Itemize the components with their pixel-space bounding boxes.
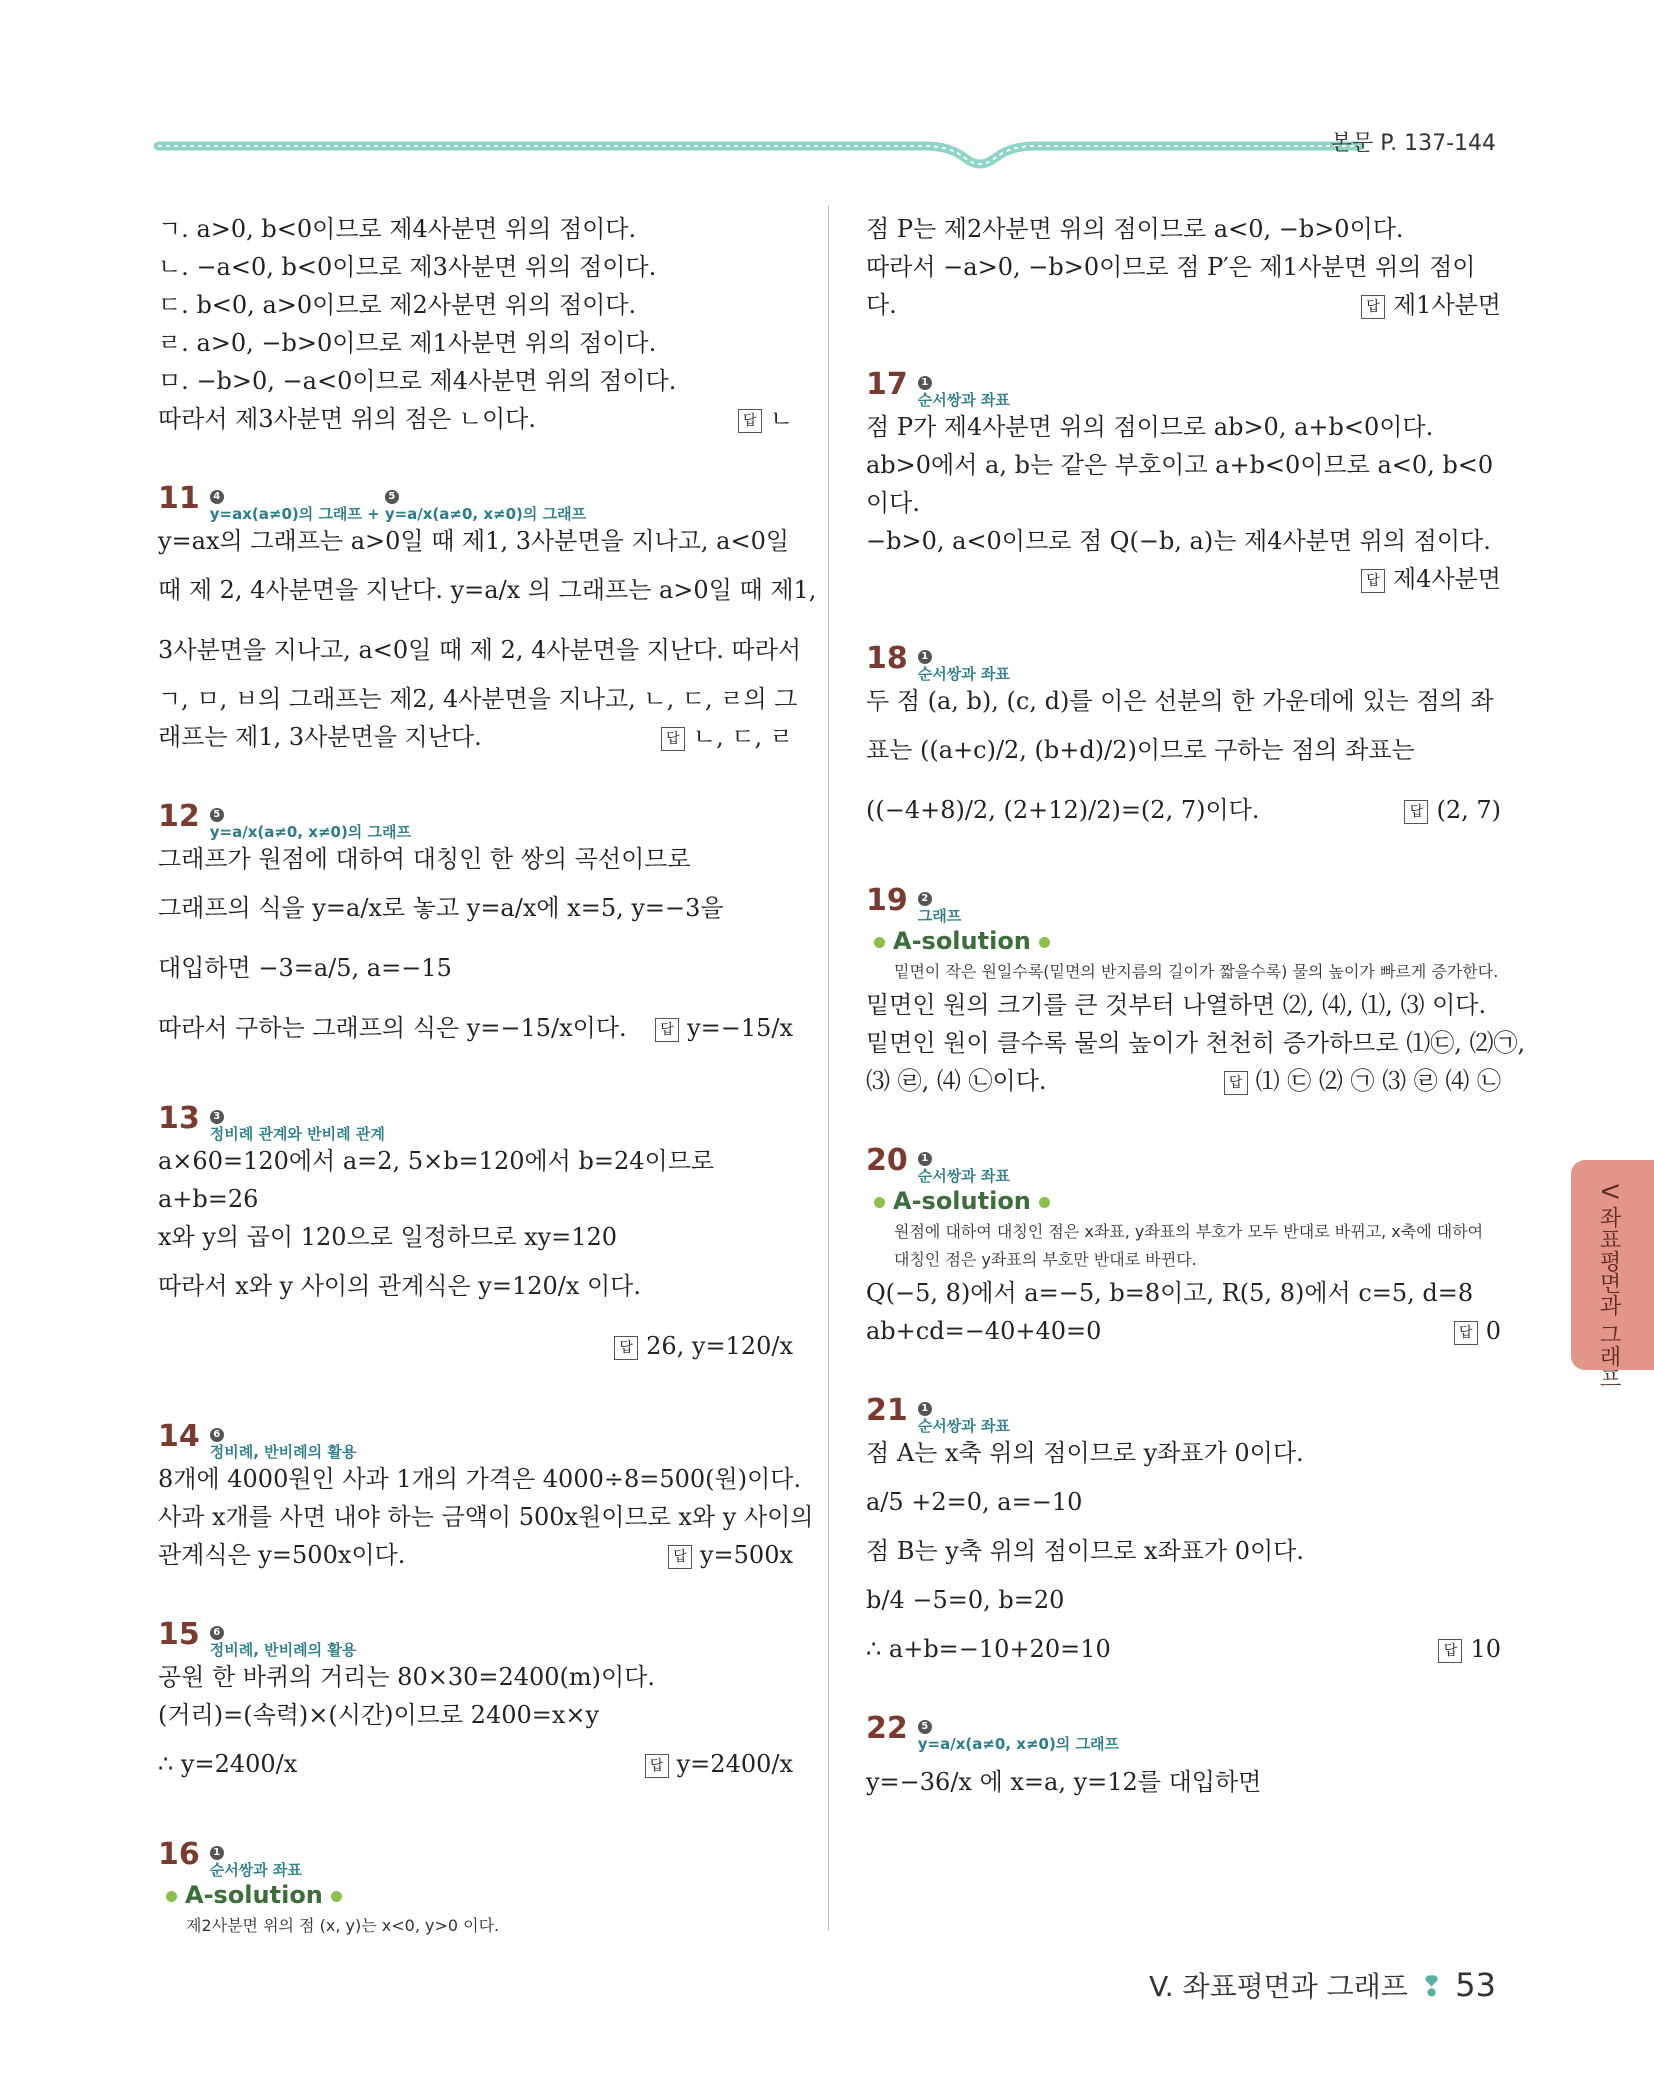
text-line [866, 1062, 1501, 1100]
text-line: 점 P는 제2사분면 위의 점이므로 a<0, −b>0이다. [866, 215, 1404, 243]
line-text: ∴ y=2400/x [158, 1750, 298, 1778]
bullet-dot-icon [331, 1891, 342, 1902]
text-line: −b>0, a<0이므로 점 Q(−b, a)는 제4사분면 위의 점이다. [866, 527, 1491, 555]
answer-value: ㄴ [769, 405, 793, 433]
topic-circle: 5 [918, 1720, 932, 1734]
text-line: 따라서 −a>0, −b>0이므로 점 P′은 제1사분면 위의 점이 [866, 253, 1476, 281]
answer-value: 10 [1470, 1635, 1501, 1663]
text-line: ㄹ. a>0, −b>0이므로 제1사분면 위의 점이다. [158, 329, 657, 357]
topic-tag [210, 490, 380, 522]
problem-header [866, 636, 1501, 682]
answer-value: (2, 7) [1436, 796, 1501, 824]
text-line: 8개에 4000원인 사과 1개의 가격은 4000÷8=500(원)이다. [158, 1465, 802, 1493]
answer [1438, 1630, 1501, 1668]
topic-tag [918, 1152, 1010, 1184]
topic-tag [210, 1626, 357, 1658]
answer-value: 0 [1485, 1317, 1501, 1345]
topic-label: y=a/x(a≠0, x≠0)의 그래프 [209, 823, 411, 841]
topic-label: 그래프 [917, 907, 962, 925]
problem-19 [866, 878, 1526, 1100]
problem-13 [158, 1096, 793, 1376]
answer-mark: 답 [1454, 1321, 1478, 1345]
problem-header [158, 1414, 793, 1460]
line-text: 따라서 제3사분면 위의 점은 ㄴ이다. [158, 405, 536, 433]
header-wave-line [150, 128, 1370, 178]
answer-mark: 답 [1224, 1071, 1248, 1095]
column-divider [828, 205, 829, 1930]
answer-mark: 답 [1361, 569, 1385, 593]
text-line [158, 998, 793, 1058]
page-reference: 본문 P. 137-144 [1330, 131, 1496, 156]
answer [668, 1536, 793, 1574]
topic-circle: 6 [210, 1428, 224, 1442]
answer [1404, 780, 1501, 840]
text-line: 그래프의 식을 y=a/x로 놓고 y=a/x에 x=5, y=−3을 [158, 894, 724, 922]
text-line: 밑면인 원의 크기를 큰 것부터 나열하면 ⑵, ⑷, ⑴, ⑶ 이다. [866, 991, 1487, 1019]
text-line: 점 A는 x축 위의 점이므로 y좌표가 0이다. [866, 1439, 1304, 1467]
topic-circle: 1 [210, 1846, 224, 1860]
chapter-side-tab [1571, 1160, 1654, 1390]
topic-circle: 5 [210, 808, 224, 822]
text-line [866, 560, 1501, 598]
text-line: a×60=120에서 a=2, 5×b=120에서 b=24이므로 [158, 1147, 715, 1175]
text-line: x와 y의 곱이 120으로 일정하므로 xy=120 [158, 1223, 618, 1251]
solution-note: 원점에 대하여 대칭인 점은 x좌표, y좌표의 부호가 모두 반대로 바뀌고, x축에 대하여 대칭인 점은 y좌표의 부호만 반대로 바뀐다. [894, 1222, 1484, 1269]
topic-label: y=a/x(a≠0, x≠0)의 그래프 [384, 505, 587, 523]
line-text: 다. [866, 291, 897, 319]
a-solution-text: A-solution [893, 1187, 1031, 1215]
text-line: (거리)=(속력)×(시간)이므로 2400=x×y [158, 1701, 600, 1729]
text-line [158, 400, 793, 438]
answer-mark: 답 [668, 1545, 692, 1569]
answer-mark: 답 [1404, 800, 1428, 824]
answer [655, 998, 793, 1058]
text-line: 따라서 x와 y 사이의 관계식은 y=120/x 이다. [158, 1272, 641, 1300]
topic-tag [918, 650, 1010, 682]
text-line: y=ax의 그래프는 a>0일 때 제1, 3사분면을 지나고, a<0일 [158, 527, 790, 555]
text-line [158, 1734, 793, 1794]
footer-chapter: V. 좌표평면과 그래프 [1149, 1970, 1408, 2003]
problem-21 [866, 1388, 1501, 1668]
problem-number: 14 [158, 1419, 200, 1454]
problem-header [866, 1388, 1501, 1434]
topic-circle: 2 [918, 892, 932, 906]
text-line: 대입하면 −3=a/5, a=−15 [158, 954, 452, 982]
line-text: ∴ a+b=−10+20=10 [866, 1635, 1111, 1663]
topic-circle: 1 [918, 1152, 932, 1166]
problem-number: 18 [866, 641, 908, 676]
intro-solution [158, 210, 793, 438]
answer-mark: 답 [1361, 295, 1385, 319]
problem-14 [158, 1414, 814, 1574]
text-line: Q(−5, 8)에서 a=−5, b=8이고, R(5, 8)에서 c=5, d=8 [866, 1279, 1474, 1307]
answer-mark: 답 [738, 409, 762, 433]
topic-label: 순서쌍과 좌표 [917, 1417, 1010, 1435]
page-number: 53 [1455, 1966, 1496, 2004]
text-line [158, 718, 793, 756]
text-line [158, 1536, 793, 1574]
problem-header [158, 1612, 793, 1658]
topic-label: 정비례 관계와 반비례 관계 [209, 1125, 385, 1143]
problem-header [158, 1832, 793, 1878]
topic-tag [918, 376, 1010, 408]
problem-header [158, 476, 793, 522]
text-line [866, 780, 1501, 840]
answer-value: 제1사분면 [1392, 291, 1501, 319]
topic-label: 순서쌍과 좌표 [209, 1861, 302, 1879]
text-line: ㄱ. a>0, b<0이므로 제4사분면 위의 점이다. [158, 215, 637, 243]
problem-header [866, 1138, 1501, 1184]
text-line: 이다. [866, 489, 920, 517]
problem-number: 11 [158, 481, 200, 516]
chapter-side-label: V 좌표평면과 그래프 [1596, 1184, 1621, 1390]
text-line [158, 1316, 793, 1376]
problem-22 [866, 1706, 1501, 1812]
problem-17 [866, 362, 1501, 598]
text-line: 그래프가 원점에 대하여 대칭인 한 쌍의 곡선이므로 [158, 845, 691, 873]
topic-circle: 1 [918, 650, 932, 664]
problem-number: 12 [158, 799, 200, 834]
problem-12 [158, 794, 793, 1058]
topic-tag [918, 892, 961, 924]
problem-header [866, 878, 1501, 924]
problem-number: 15 [158, 1617, 200, 1652]
answer [1361, 560, 1501, 598]
topic-tag [385, 490, 586, 522]
problem-11 [158, 476, 817, 756]
topic-circle: 1 [918, 1402, 932, 1416]
problem-20 [866, 1138, 1501, 1350]
topic-label: 순서쌍과 좌표 [917, 1167, 1010, 1185]
problem-header [158, 794, 793, 840]
line-text: 따라서 구하는 그래프의 식은 y=−15/x이다. [158, 1014, 627, 1042]
a-solution-label [866, 1184, 1501, 1218]
answer-mark: 답 [614, 1336, 638, 1360]
topic-label: 정비례, 반비례의 활용 [209, 1641, 357, 1659]
text-line: 공원 한 바퀴의 거리는 80×30=2400(m)이다. [158, 1663, 656, 1691]
topic-circle: 5 [385, 490, 399, 504]
text-line [866, 1312, 1501, 1350]
line-text: ⑶ ㉣, ⑷ ㉡이다. [866, 1067, 1047, 1095]
bullet-dot-icon [874, 1197, 885, 1208]
bullet-dot-icon [1039, 937, 1050, 948]
topic-tag [210, 1428, 357, 1460]
topic-tag [918, 1720, 1119, 1752]
answer-value: y=2400/x [676, 1750, 793, 1778]
left-column [158, 210, 817, 1940]
problem-header [158, 1096, 793, 1142]
answer-value: 제4사분면 [1392, 565, 1501, 593]
answer-mark: 답 [655, 1018, 679, 1042]
topic-tag [210, 1110, 385, 1142]
a-solution-text: A-solution [893, 927, 1031, 955]
solution-note: 밑면이 작은 원일수록(밑면의 반지름의 길이가 짧을수록) 물의 높이가 빠르게 증가한다. [894, 962, 1499, 981]
topic-tag [210, 808, 411, 840]
problem-number: 19 [866, 883, 908, 918]
a-solution-label [158, 1878, 793, 1912]
right-column [866, 210, 1526, 1812]
bullet-dot-icon [1039, 1197, 1050, 1208]
problem-number: 17 [866, 367, 908, 402]
problem-number: 13 [158, 1101, 200, 1136]
a-solution-text: A-solution [185, 1881, 323, 1909]
answer [661, 718, 793, 756]
text-line: ㄱ, ㅁ, ㅂ의 그래프는 제2, 4사분면을 지나고, ㄴ, ㄷ, ㄹ의 그 [158, 685, 798, 713]
text-line: a+b=26 [158, 1185, 259, 1213]
problem-number: 21 [866, 1393, 908, 1428]
bullet-dot-icon [874, 937, 885, 948]
topic-tag [210, 1846, 302, 1878]
topic-label: y=a/x(a≠0, x≠0)의 그래프 [917, 1735, 1119, 1753]
text-line: 사과 x개를 사면 내야 하는 금액이 500x원이므로 x와 y 사이의 [158, 1503, 814, 1531]
text-line: a/5 +2=0, a=−10 [866, 1488, 1083, 1516]
line-text: ab+cd=−40+40=0 [866, 1317, 1102, 1345]
answer-value: 26, y=120/x [646, 1332, 793, 1360]
answer-mark: 답 [1438, 1639, 1462, 1663]
topic-label: 순서쌍과 좌표 [917, 391, 1010, 409]
topic-label: y=ax(a≠0)의 그래프 + [209, 505, 380, 523]
problem-number: 20 [866, 1143, 908, 1178]
answer [1454, 1312, 1501, 1350]
topic-circle: 1 [918, 376, 932, 390]
a-solution-label [866, 924, 1501, 958]
answer-value: y=500x [699, 1541, 793, 1569]
text-line: ㄴ. −a<0, b<0이므로 제3사분면 위의 점이다. [158, 253, 657, 281]
topic-label: 정비례, 반비례의 활용 [209, 1443, 357, 1461]
text-line: 표는 ((a+c)/2, (b+d)/2)이므로 구하는 점의 좌표는 [866, 736, 1415, 764]
topic-label: 순서쌍과 좌표 [917, 665, 1010, 683]
answer [645, 1734, 793, 1794]
solution-note: 제2사분면 위의 점 (x, y)는 x<0, y>0 이다. [186, 1916, 500, 1935]
text-line: 3사분면을 지나고, a<0일 때 제 2, 4사분면을 지난다. 따라서 [158, 636, 802, 664]
answer-value: y=−15/x [687, 1014, 793, 1042]
text-line: y=−36/x 에 x=a, y=12를 대입하면 [866, 1768, 1262, 1796]
topic-circle: 4 [210, 490, 224, 504]
topic-circle: 3 [210, 1110, 224, 1124]
answer [614, 1316, 793, 1376]
answer [738, 400, 793, 438]
topic-tag [918, 1402, 1010, 1434]
text-line: 점 P가 제4사분면 위의 점이므로 ab>0, a+b<0이다. [866, 413, 1434, 441]
text-line: 두 점 (a, b), (c, d)를 이은 선분의 한 가운데에 있는 점의 좌 [866, 687, 1494, 715]
answer-mark: 답 [645, 1754, 669, 1778]
answer-mark: 답 [661, 727, 685, 751]
page-footer [1149, 1965, 1496, 2005]
answer-value: ㄴ, ㄷ, ㄹ [692, 723, 793, 751]
problem-18 [866, 636, 1501, 840]
text-line: 밑면인 원이 클수록 물의 높이가 천천히 증가하므로 ⑴㉢, ⑵㉠, [866, 1029, 1526, 1057]
text-line [866, 1630, 1501, 1668]
problem-header [866, 362, 1501, 408]
lightbulb-icon: ❢ [1419, 1970, 1444, 2003]
problem-number: 16 [158, 1837, 200, 1872]
text-line [866, 286, 1501, 324]
text-line: ㄷ. b<0, a>0이므로 제2사분면 위의 점이다. [158, 291, 637, 319]
topic-circle: 6 [210, 1626, 224, 1640]
text-line: ㅁ. −b>0, −a<0이므로 제4사분면 위의 점이다. [158, 367, 677, 395]
text-line: 점 B는 y축 위의 점이므로 x좌표가 0이다. [866, 1537, 1304, 1565]
answer-value: ⑴ ㉢ ⑵ ㉠ ⑶ ㉣ ⑷ ㉡ [1255, 1067, 1501, 1095]
text-line: b/4 −5=0, b=20 [866, 1586, 1065, 1614]
problem-number: 22 [866, 1711, 908, 1746]
continued-solution [866, 210, 1501, 324]
line-text: 관계식은 y=500x이다. [158, 1541, 406, 1569]
answer [1361, 286, 1501, 324]
text-line: ab>0에서 a, b는 같은 부호이고 a+b<0이므로 a<0, b<0 [866, 451, 1494, 479]
problem-16 [158, 1832, 793, 1940]
line-text: ((−4+8)/2, (2+12)/2)=(2, 7)이다. [866, 796, 1260, 824]
bullet-dot-icon [166, 1891, 177, 1902]
answer [1224, 1062, 1501, 1100]
line-text: 래프는 제1, 3사분면을 지난다. [158, 723, 482, 751]
problem-header [866, 1706, 1501, 1752]
problem-15 [158, 1612, 793, 1794]
text-line: 때 제 2, 4사분면을 지난다. y=a/x 의 그래프는 a>0일 때 제1, [158, 576, 817, 604]
